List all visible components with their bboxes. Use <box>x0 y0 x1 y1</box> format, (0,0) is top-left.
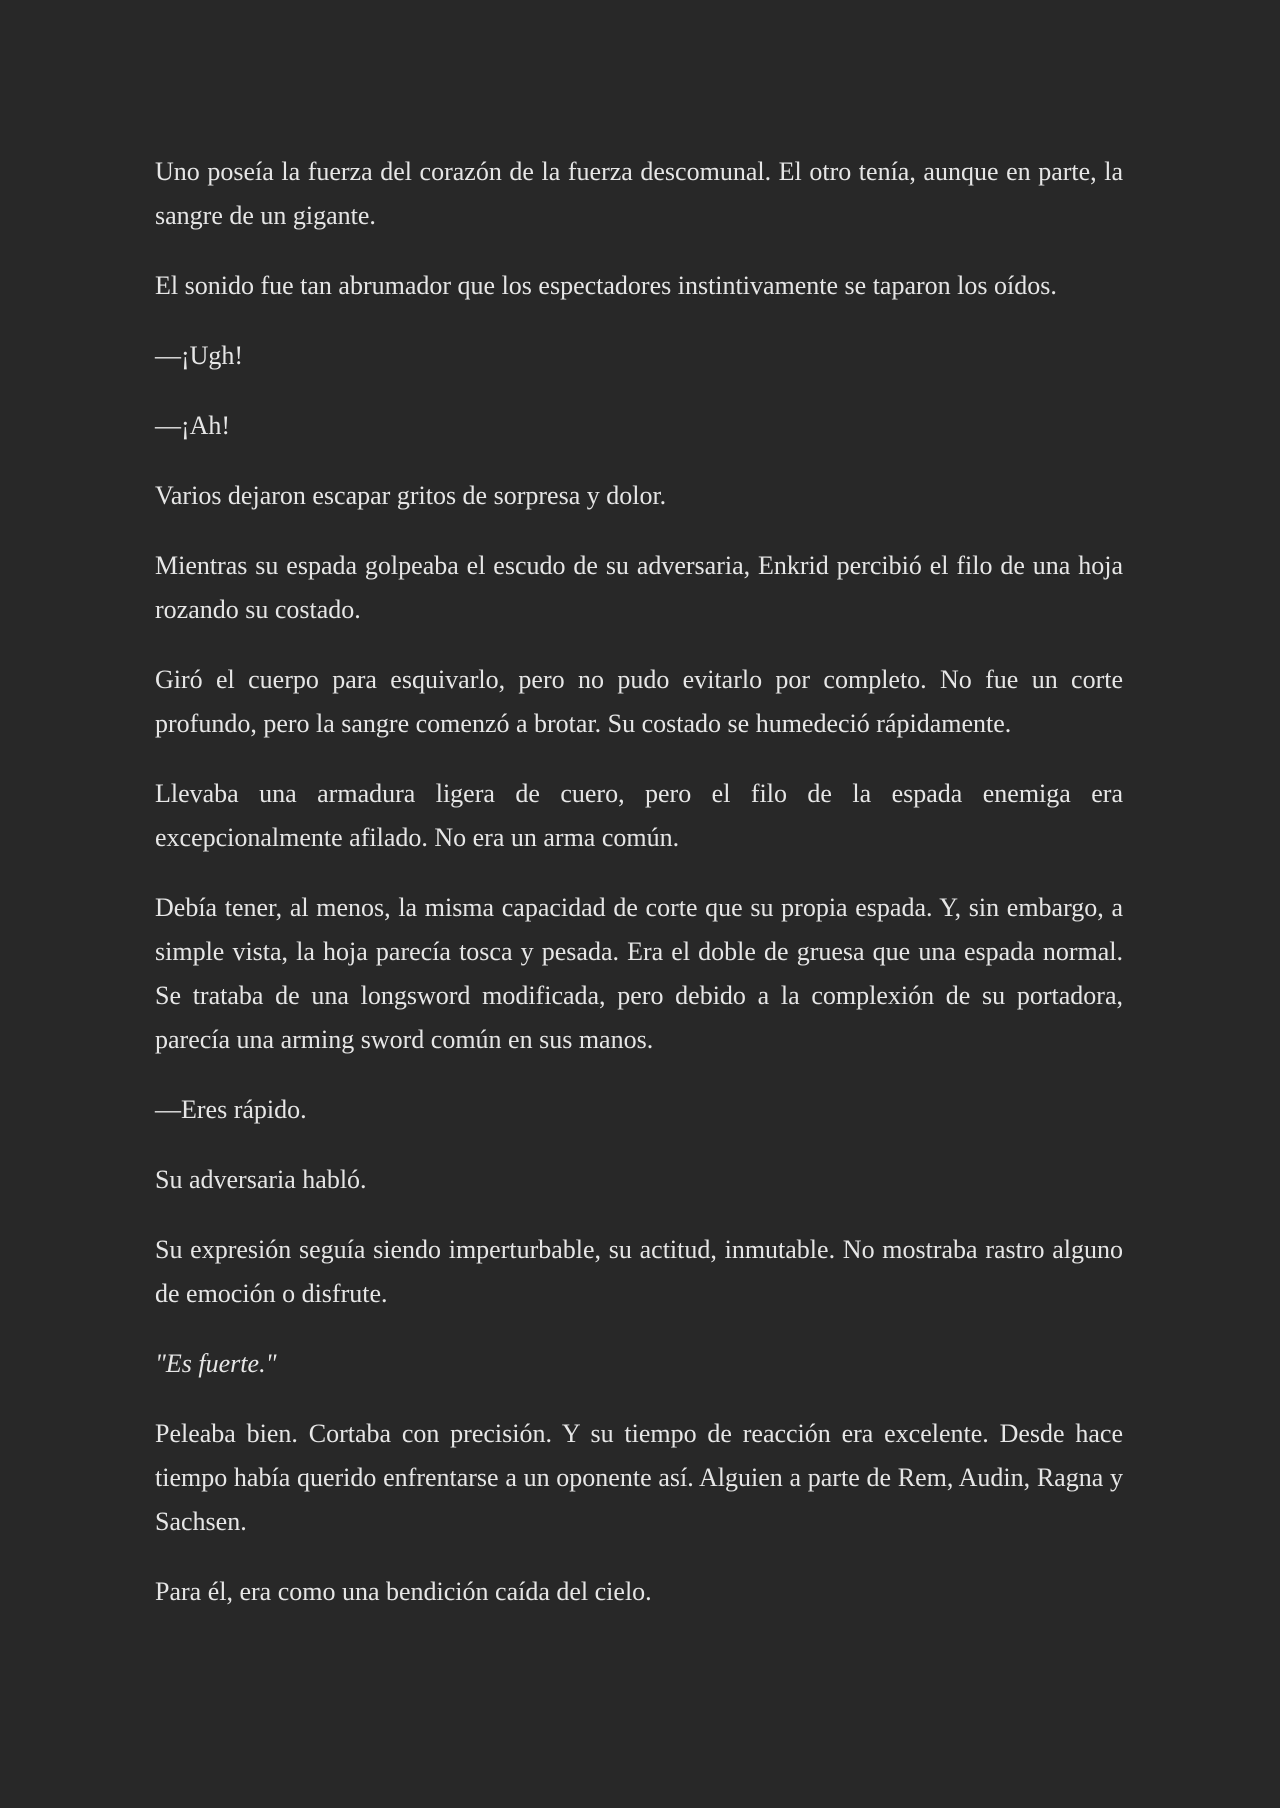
chapter-text <box>155 150 1123 1640</box>
paragraph: Su adversaria habló. <box>155 1165 367 1194</box>
paragraph: El sonido fue tan abrumador que los espectadores instintivamente se taparon los oídos. <box>155 271 1057 300</box>
paragraph: Su expresión seguía siendo imperturbable, su actitud, inmutable. No mostraba rastro alguno de emoción o disfrute. <box>155 1235 1123 1308</box>
paragraph: Uno poseía la fuerza del corazón de la fuerza descomunal. El otro tenía, aunque en parte, la sangre de un gigante. <box>155 157 1123 230</box>
paragraph: Para él, era como una bendición caída del cielo. <box>155 1577 652 1606</box>
paragraph: Debía tener, al menos, la misma capacidad de corte que su propia espada. Y, sin embargo, a simple vista, la hoja parecía tosca y pesada. Era el doble de gruesa que una espada normal. Se trataba de una longsword modificada, pero debido a la complexión de su portadora, parecía una arming sword común en sus manos. <box>155 893 1123 1054</box>
thought-line: "Es fuerte." <box>155 1349 277 1378</box>
dialogue-line: —¡Ugh! <box>155 341 244 370</box>
paragraph: Mientras su espada golpeaba el escudo de su adversaria, Enkrid percibió el filo de una hoja rozando su costado. <box>155 551 1123 624</box>
dialogue-line: —Eres rápido. <box>155 1095 307 1124</box>
dialogue-line: —¡Ah! <box>155 411 231 440</box>
paragraph: Giró el cuerpo para esquivarlo, pero no pudo evitarlo por completo. No fue un corte profundo, pero la sangre comenzó a brotar. Su costado se humedeció rápidamente. <box>155 665 1123 738</box>
paragraph: Varios dejaron escapar gritos de sorpresa y dolor. <box>155 481 667 510</box>
paragraph: Peleaba bien. Cortaba con precisión. Y su tiempo de reacción era excelente. Desde hace tiempo había querido enfrentarse a un oponente así. Alguien a parte de Rem, Audin, Ragna y Sachsen. <box>155 1419 1123 1536</box>
paragraph: Llevaba una armadura ligera de cuero, pero el filo de la espada enemiga era excepcionalmente afilado. No era un arma común. <box>155 779 1123 852</box>
